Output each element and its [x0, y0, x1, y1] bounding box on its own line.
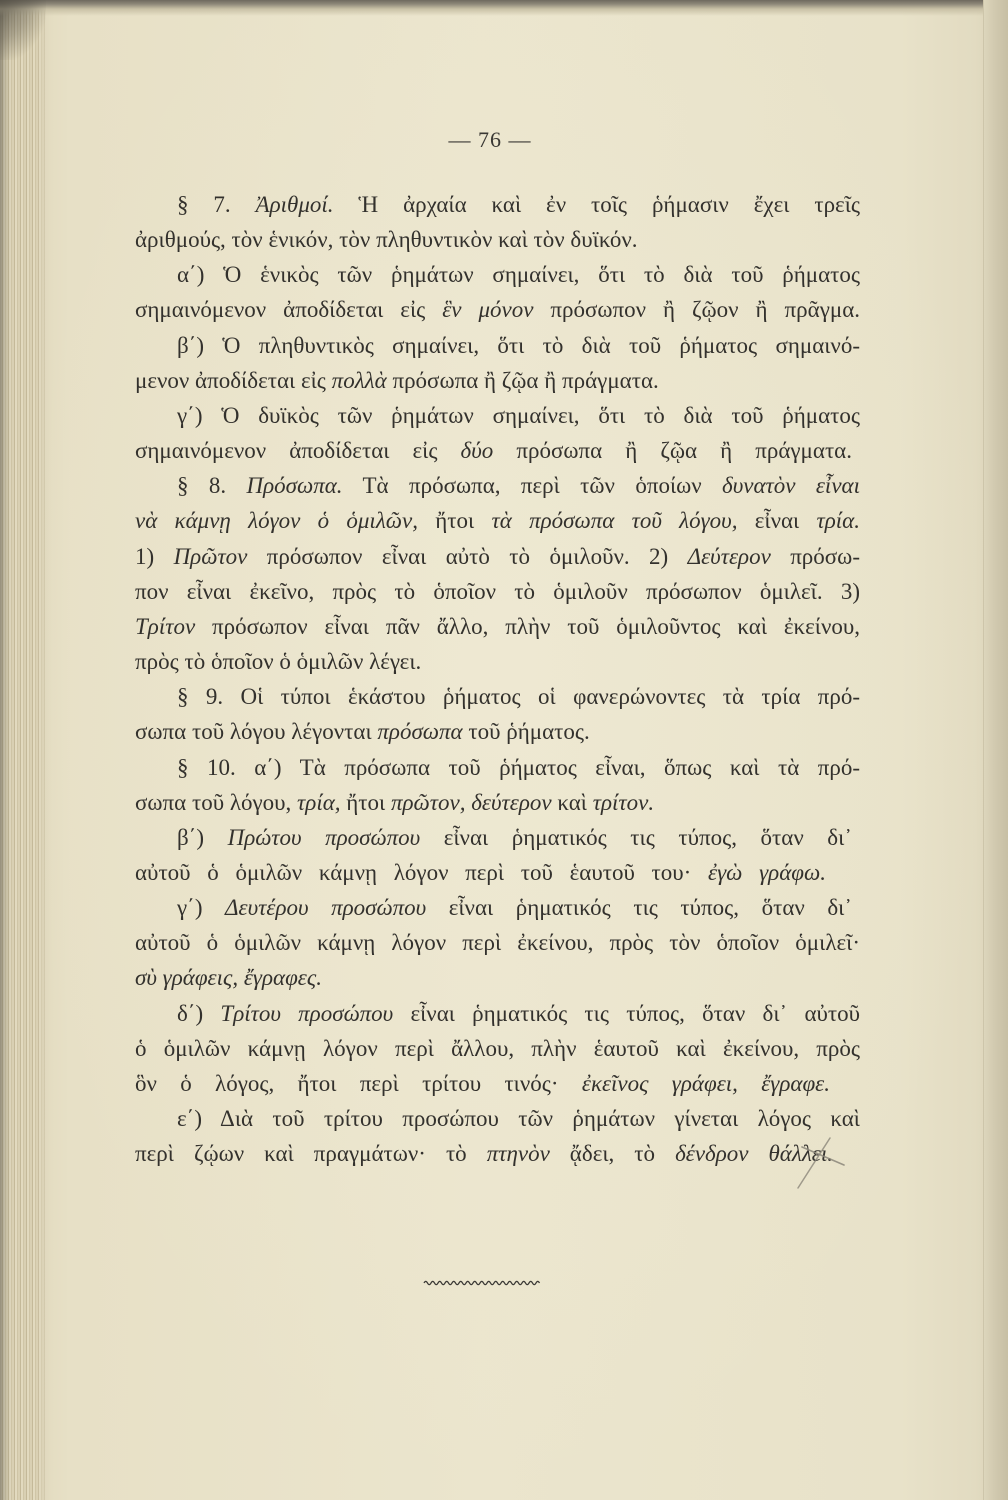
- text-line: [135, 257, 860, 292]
- text-line: [135, 960, 860, 995]
- text-line: [135, 679, 860, 714]
- italic-text-run: Πρώτου προσώπου: [227, 824, 421, 850]
- italic-text-run: δένδρον θάλλει.: [675, 1141, 833, 1167]
- text-run: γ΄) Ὁ δυϊκὸς τῶν ῥημάτων σημαίνει, ὅτι τὸ διὰ τοῦ ῥήματος: [177, 402, 860, 428]
- text-line: [135, 925, 860, 960]
- text-line: [135, 714, 860, 749]
- text-line: [135, 539, 860, 574]
- paragraph-8: [135, 820, 860, 890]
- text-run: ἤτοι: [417, 508, 492, 534]
- text-line: [135, 328, 860, 363]
- paragraph-5: [135, 468, 860, 679]
- text-run: πρόσωπον ἢ ζῷον ἢ πρᾶγμα.: [533, 297, 860, 323]
- text-line: [135, 785, 860, 820]
- text-run: πρόσωπον εἶναι αὐτὸ τὸ ὁμιλοῦν. 2): [247, 543, 688, 569]
- text-line: [135, 222, 860, 257]
- text-run: § 9. Οἱ τύποι ἑκάστου ῥήματος οἱ φανερώνοντες τὰ τρία πρό-: [177, 684, 860, 710]
- text-run: πρόσωπα ἢ ζῷα ἢ πράγματα.: [493, 438, 852, 464]
- paragraph-3: [135, 328, 860, 398]
- page-edge-shadow: [36, 0, 52, 1500]
- italic-text-run: σὺ γράφεις, ἔγραφες.: [135, 965, 322, 991]
- text-line: [135, 292, 860, 327]
- text-line: [135, 433, 852, 468]
- page-corner-shadow: [0, 0, 46, 60]
- italic-text-run: ἐκεῖνος γράφει, ἔγραφε.: [581, 1070, 830, 1096]
- paragraph-11: [135, 1101, 860, 1171]
- text-run: πρόσω-: [770, 543, 860, 569]
- text-run: περὶ ζῴων καὶ πραγμάτων· τὸ: [135, 1141, 487, 1167]
- text-run: σωπα τοῦ λόγου,: [135, 789, 298, 815]
- page-edge-right: [983, 0, 1008, 1500]
- text-run: πον εἶναι ἐκεῖνο, πρὸς τὸ ὁποῖον τὸ ὁμιλοῦν πρόσωπον ὁμιλεῖ. 3): [135, 578, 860, 604]
- italic-text-run: τρία.: [816, 508, 860, 534]
- italic-text-run: πρῶτον, δεύτερον: [391, 789, 552, 815]
- text-run: σωπα τοῦ λόγου λέγονται: [135, 719, 378, 745]
- paragraph-10: [135, 996, 860, 1101]
- italic-text-run: τρίτον.: [592, 789, 655, 815]
- text-run: ὃν ὁ λόγος, ἤτοι περὶ τρίτου τινός·: [135, 1070, 582, 1096]
- text-line: [135, 609, 860, 644]
- text-run: § 7.: [177, 192, 256, 217]
- italic-text-run: τὰ πρόσωπα τοῦ λόγου,: [491, 508, 738, 534]
- text-run: β΄): [177, 824, 228, 850]
- body-text: [135, 187, 860, 1171]
- paragraph-7: [135, 750, 860, 820]
- text-run: ἀριθμούς, τὸν ἑνικόν, τὸν πληθυντικὸν καὶ τὸν δυϊκόν.: [135, 227, 638, 253]
- text-line: [135, 1101, 860, 1136]
- text-run: καὶ: [551, 789, 593, 815]
- italic-text-run: δύο: [460, 438, 494, 464]
- text-line: [135, 187, 860, 222]
- text-run: αὐτοῦ ὁ ὁμιλῶν κάμνῃ λόγον περὶ ἐκείνου, πρὸς τὸν ὁποῖον ὁμιλεῖ·: [135, 930, 860, 956]
- ornamental-wavy-rule: [423, 1276, 543, 1290]
- text-line: [135, 574, 860, 609]
- paragraph-6: [135, 679, 860, 749]
- italic-text-run: ἐγὼ γράφω.: [708, 859, 826, 885]
- text-line: [135, 468, 860, 503]
- text-run: § 10. α΄) Τὰ πρόσωπα τοῦ ῥήματος εἶναι, ὅπως καὶ τὰ πρό-: [177, 754, 860, 780]
- text-line: [135, 398, 860, 433]
- text-run: εἶναι ῥηματικός τις τύπος, ὅταν δι᾽ αὐτοῦ: [393, 1000, 861, 1026]
- italic-text-run: Δεύτερον: [687, 543, 771, 569]
- text-run: § 8.: [177, 473, 247, 499]
- wavy-rule-stroke: [424, 1281, 540, 1284]
- italic-text-run: δυνατὸν εἶναι: [722, 473, 860, 499]
- text-line: [135, 644, 860, 679]
- text-run: α΄) Ὁ ἑνικὸς τῶν ῥημάτων σημαίνει, ὅτι τὸ διὰ τοῦ ῥήματος: [177, 262, 860, 288]
- text-line: [135, 890, 852, 925]
- italic-text-run: Πρόσωπα.: [246, 473, 343, 499]
- text-run: αὐτοῦ ὁ ὁμιλῶν κάμνῃ λόγον περὶ τοῦ ἑαυτοῦ του·: [135, 859, 709, 885]
- text-run: ὁ ὁμιλῶν κάμνῃ λόγον περὶ ἄλλου, πλὴν ἑαυτοῦ καὶ ἐκείνου, πρὸς: [135, 1035, 860, 1061]
- text-line: [135, 1031, 860, 1066]
- text-run: σημαινόμενον ἀποδίδεται εἰς: [135, 438, 461, 464]
- italic-text-run: πτηνὸν: [486, 1141, 550, 1167]
- text-run: Ἡ ἀρχαία καὶ ἐν τοῖς ῥήμασιν ἔχει τρεῖς: [333, 192, 860, 217]
- text-line: [135, 503, 860, 538]
- text-run: σημαινόμενον ἀποδίδεται εἰς: [135, 297, 443, 323]
- text-run: εἶναι ῥηματικός τις τύπος, ὅταν δι᾽: [420, 824, 852, 850]
- italic-text-run: νὰ κάμνῃ λόγον ὁ ὁμιλῶν,: [135, 508, 418, 534]
- italic-text-run: τρία,: [297, 789, 341, 815]
- pencil-cross-mark: [790, 1130, 850, 1196]
- paragraph-2: [135, 257, 860, 327]
- italic-text-run: Τρίτου προσώπου: [220, 1000, 394, 1026]
- text-run: ε΄) Διὰ τοῦ τρίτου προσώπου τῶν ῥημάτων γίνεται λόγος καὶ: [177, 1106, 860, 1132]
- text-run: ᾄδει, τὸ: [549, 1141, 676, 1167]
- italic-text-run: πρόσωπα: [377, 719, 463, 745]
- text-line: [135, 1066, 830, 1101]
- italic-text-run: Ἀριθμοί.: [255, 192, 334, 217]
- text-line: [135, 1136, 833, 1171]
- text-run: δ΄): [177, 1000, 221, 1026]
- text-run: πρόσωπα ἢ ζῷα ἢ πράγματα.: [386, 367, 659, 393]
- text-run: ἤτοι: [340, 789, 391, 815]
- text-run: μενον ἀποδίδεται εἰς: [135, 367, 332, 393]
- pencil-stroke-2: [798, 1138, 830, 1188]
- italic-text-run: Πρῶτον: [173, 543, 248, 569]
- text-run: 1): [135, 543, 174, 569]
- paragraph-4: [135, 398, 860, 468]
- text-line: [135, 996, 860, 1031]
- text-run: πρὸς τὸ ὁποῖον ὁ ὁμιλῶν λέγει.: [135, 649, 422, 675]
- italic-text-run: ἓν μόνον: [442, 297, 534, 323]
- text-run: β΄) Ὁ πληθυντικὸς σημαίνει, ὅτι τὸ διὰ τοῦ ῥήματος σημαινό-: [177, 332, 860, 358]
- text-run: τοῦ ῥήματος.: [462, 719, 590, 745]
- italic-text-run: πολλὰ: [331, 367, 387, 393]
- text-line: [135, 750, 860, 785]
- text-run: γ΄): [177, 895, 226, 921]
- text-run: εἶναι ῥηματικός τις τύπος, ὅταν δι᾽: [426, 895, 853, 921]
- paragraph-9: [135, 890, 860, 995]
- page-number: — 76 —: [448, 127, 532, 152]
- text-line: [135, 820, 852, 855]
- text-run: πρόσωπον εἶναι πᾶν ἄλλο, πλὴν τοῦ ὁμιλοῦντος καὶ ἐκείνου,: [195, 613, 860, 639]
- text-run: Τὰ πρόσωπα, περὶ τῶν ὁποίων: [342, 473, 723, 499]
- paragraph-1: [135, 187, 860, 257]
- text-line: [135, 363, 860, 398]
- italic-text-run: Τρίτον: [135, 613, 196, 639]
- italic-text-run: Δευτέρου προσώπου: [225, 895, 427, 921]
- text-line: [135, 855, 826, 890]
- page-edge-top: [0, 0, 1008, 16]
- text-run: εἶναι: [737, 508, 817, 534]
